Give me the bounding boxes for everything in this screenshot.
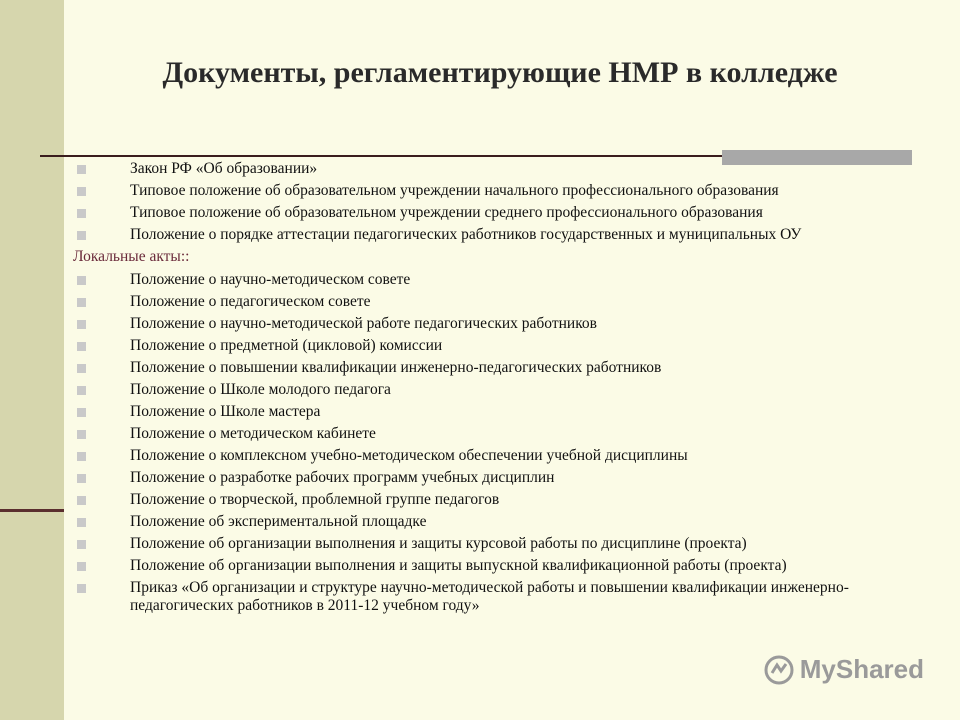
section-label-local-acts: Локальные акты:: bbox=[73, 248, 190, 265]
square-bullet-icon bbox=[77, 209, 86, 218]
slide-content bbox=[73, 160, 913, 619]
list-item: Положение о Школе мастера bbox=[73, 403, 913, 421]
square-bullet-icon bbox=[77, 342, 86, 351]
square-bullet-icon bbox=[77, 165, 86, 174]
square-bullet-icon bbox=[77, 231, 86, 240]
square-bullet-icon bbox=[77, 452, 86, 461]
list-item: Закон РФ «Об образовании» bbox=[73, 160, 913, 178]
list-item: Положение об организации выполнения и защиты выпускной квалификационной работы (проекта) bbox=[73, 557, 913, 575]
square-bullet-icon bbox=[77, 276, 86, 285]
square-bullet-icon bbox=[77, 474, 86, 483]
square-bullet-icon bbox=[77, 320, 86, 329]
square-bullet-icon bbox=[77, 430, 86, 439]
square-bullet-icon bbox=[77, 298, 86, 307]
square-bullet-icon bbox=[77, 408, 86, 417]
list-item: Типовое положение об образовательном учреждении среднего профессионального образования bbox=[73, 204, 913, 222]
square-bullet-icon bbox=[77, 562, 86, 571]
list-item: Положение о Школе молодого педагога bbox=[73, 381, 913, 399]
list-item: Положение о научно-методическом совете bbox=[73, 271, 913, 289]
list-item: Положение о методическом кабинете bbox=[73, 425, 913, 443]
list-item: Положение об экспериментальной площадке bbox=[73, 513, 913, 531]
list-item: Типовое положение об образовательном учреждении начального профессионального образования bbox=[73, 182, 913, 200]
square-bullet-icon bbox=[77, 364, 86, 373]
myshared-logo-icon bbox=[764, 655, 794, 685]
square-bullet-icon bbox=[77, 496, 86, 505]
watermark-text: MyShared bbox=[799, 654, 924, 684]
list-item: Положение о научно-методической работе педагогических работников bbox=[73, 315, 913, 333]
list-item: Положение о порядке аттестации педагогических работников государственных и муниципальных ОУ bbox=[73, 226, 913, 244]
myshared-watermark bbox=[764, 654, 924, 685]
list-item: Приказ «Об организации и структуре научно-методической работы и повышении квалификации инженерно-педагогических работников в 2011-12 учебном году» bbox=[73, 579, 913, 615]
square-bullet-icon bbox=[77, 187, 86, 196]
left-rule-line bbox=[0, 509, 64, 512]
left-decorative-band bbox=[0, 0, 64, 720]
square-bullet-icon bbox=[77, 584, 86, 593]
square-bullet-icon bbox=[77, 518, 86, 527]
square-bullet-icon bbox=[77, 540, 86, 549]
list-item: Положение о комплексном учебно-методическом обеспечении учебной дисциплины bbox=[73, 447, 913, 465]
list-item: Положение о повышении квалификации инженерно-педагогических работников bbox=[73, 359, 913, 377]
list-item: Положение о творческой, проблемной группе педагогов bbox=[73, 491, 913, 509]
list-item: Положение о разработке рабочих программ учебных дисциплин bbox=[73, 469, 913, 487]
slide-title: Документы, регламентирующие НМР в колледже bbox=[162, 56, 838, 89]
list-item: Положение о предметной (цикловой) комиссии bbox=[73, 337, 913, 355]
list-item: Положение об организации выполнения и защиты курсовой работы по дисциплине (проекта) bbox=[73, 535, 913, 553]
list-item: Положение о педагогическом совете bbox=[73, 293, 913, 311]
square-bullet-icon bbox=[77, 386, 86, 395]
